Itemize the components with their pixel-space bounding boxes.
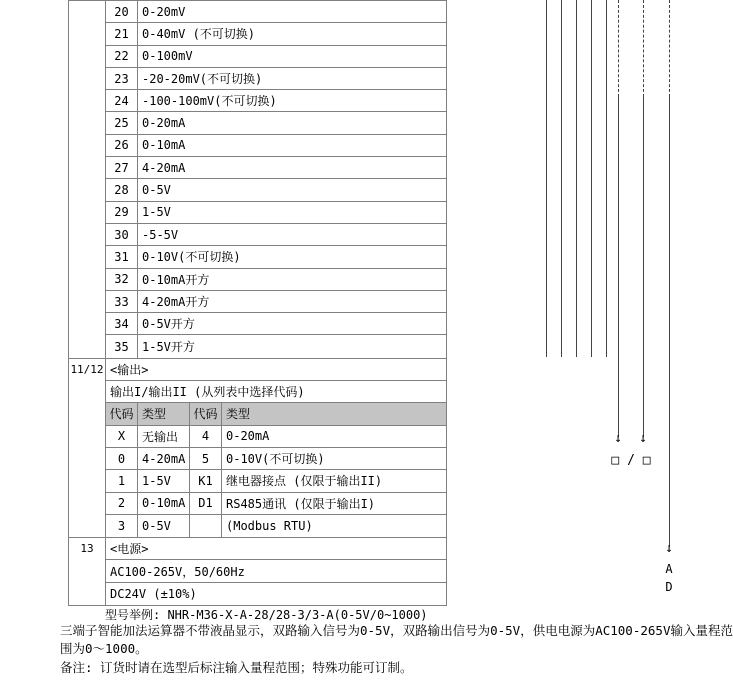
- range-code: 27: [106, 157, 138, 178]
- range-label: 0-100mV: [142, 49, 193, 64]
- output-type: 0-10mA: [138, 493, 190, 514]
- table-row: [106, 381, 446, 403]
- table-row: [106, 112, 446, 134]
- output-type: 0-5V: [138, 515, 190, 537]
- down-arrow-icon: ↓: [665, 541, 673, 556]
- selection-table: [68, 0, 447, 606]
- output-type: 0-10V(不可切换): [226, 452, 325, 467]
- table-row: [106, 560, 446, 582]
- output-code: 5: [190, 448, 222, 469]
- table-row: [106, 426, 446, 448]
- range-label: 0-5V开方: [142, 317, 195, 332]
- output-code: D1: [190, 493, 222, 514]
- range-code: 26: [106, 135, 138, 156]
- leader-line: [643, 0, 644, 97]
- table-row: [106, 135, 446, 157]
- range-label: 4-20mA开方: [142, 295, 210, 309]
- output-code: X: [106, 426, 138, 447]
- range-label: 0-20mA: [142, 116, 186, 131]
- column-header: 代码: [106, 403, 138, 424]
- model-example: 型号举例: NHR-M36-X-A-28/28-3/3-A(0-5V/0~1000): [105, 608, 428, 622]
- output-subtitle: 输出I/输出II (从列表中选择代码): [110, 385, 305, 400]
- table-row: [106, 46, 446, 68]
- output-type: 4-20mA: [138, 448, 190, 469]
- power-option: DC24V (±10%): [110, 586, 197, 601]
- range-code: 29: [106, 202, 138, 223]
- column-header: 代码: [190, 403, 222, 424]
- range-code: 34: [106, 313, 138, 334]
- table-row: [106, 224, 446, 246]
- table-row: [106, 583, 446, 605]
- output-code: 2: [106, 493, 138, 514]
- range-code: 35: [106, 335, 138, 357]
- range-label: -100-100mV(不可切换): [142, 94, 277, 109]
- table-row: [106, 359, 446, 381]
- leader-line: [606, 0, 607, 357]
- range-label: 0-40mV (不可切换): [142, 27, 256, 42]
- range-code: 20: [106, 1, 138, 22]
- range-code: 24: [106, 90, 138, 111]
- output-type: RS485通讯 (仅限于输出I): [226, 496, 376, 511]
- output-type: (Modbus RTU): [226, 518, 313, 533]
- section-number-cell: 13: [69, 538, 106, 605]
- range-label: -5-5V: [142, 227, 179, 242]
- range-code: 22: [106, 46, 138, 67]
- range-label: 4-20mA: [142, 160, 186, 175]
- table-header-row: [106, 403, 446, 425]
- output-code: 1: [106, 470, 138, 491]
- range-label: 0-10mA: [142, 138, 186, 153]
- output-section: [69, 358, 446, 537]
- range-code: 25: [106, 112, 138, 133]
- table-row: [106, 335, 446, 357]
- leader-line: [546, 0, 547, 357]
- output-type: 继电器接点 (仅限于输出II): [226, 474, 383, 489]
- output-title: <输出>: [110, 362, 149, 377]
- section-number-cell: [69, 1, 106, 358]
- table-row: [106, 90, 446, 112]
- range-label: 0-10mA开方: [142, 272, 210, 287]
- power-option: AC100-265V，50/60Hz: [110, 564, 245, 579]
- output-code: 3: [106, 515, 138, 537]
- table-row: [106, 202, 446, 224]
- table-row: [106, 23, 446, 45]
- power-section: [69, 537, 446, 605]
- range-code: 21: [106, 23, 138, 44]
- table-row: [106, 538, 446, 560]
- output-type: 0-20mA: [226, 429, 270, 444]
- range-code: 30: [106, 224, 138, 245]
- section-number-cell: 11/12: [69, 359, 106, 537]
- column-header: 类型: [222, 403, 446, 424]
- range-code: 28: [106, 179, 138, 200]
- leader-line: [618, 97, 619, 437]
- range-label: 0-5V: [142, 183, 171, 198]
- table-row: [106, 179, 446, 201]
- output-type: 1-5V: [138, 470, 190, 491]
- leader-line: [591, 0, 592, 357]
- leader-line: [618, 0, 619, 97]
- range-label: 0-10V(不可切换): [142, 250, 241, 265]
- leader-line: [576, 0, 577, 357]
- leader-line: [561, 0, 562, 357]
- table-row: [106, 313, 446, 335]
- range-code: 32: [106, 269, 138, 290]
- leader-line: [643, 97, 644, 437]
- table-row: [106, 269, 446, 291]
- table-row: [106, 515, 446, 537]
- range-code: 31: [106, 246, 138, 267]
- output-type: 无输出: [138, 426, 190, 447]
- input-range-section: [69, 1, 446, 358]
- output-code-placeholder: □ / □: [611, 453, 651, 468]
- column-header: 类型: [138, 403, 190, 424]
- leader-line: [669, 0, 670, 97]
- table-row: [106, 448, 446, 470]
- output-code: [190, 515, 222, 537]
- order-note: 备注: 订货时请在选型后标注输入量程范围；特殊功能可订制。: [60, 660, 413, 675]
- power-title: <电源>: [110, 542, 149, 557]
- power-code-d: D: [665, 580, 673, 594]
- range-label: 0-20mV: [142, 4, 186, 19]
- range-label: 1-5V: [142, 205, 171, 220]
- table-row: [106, 1, 446, 23]
- table-row: [106, 157, 446, 179]
- power-code-a: A: [665, 562, 673, 576]
- range-code: 23: [106, 68, 138, 89]
- table-row: [106, 68, 446, 90]
- table-row: [106, 493, 446, 515]
- range-code: 33: [106, 291, 138, 312]
- down-arrow-icon: ↓: [639, 431, 647, 446]
- output-code: K1: [190, 470, 222, 491]
- output-code: 4: [190, 426, 222, 447]
- range-label: 1-5V开方: [142, 340, 195, 355]
- output-code: 0: [106, 448, 138, 469]
- leader-line: [669, 97, 670, 547]
- down-arrow-icon: ↓: [614, 431, 622, 446]
- table-row: [106, 470, 446, 492]
- table-row: [106, 291, 446, 313]
- table-row: [106, 246, 446, 268]
- model-description: 三端子智能加法运算器不带液晶显示，双路输入信号为0-5V，双路输出信号为0-5V，供电电源为AC100-265V输入量程范围为0～1000。: [60, 623, 733, 656]
- range-label: -20-20mV(不可切换): [142, 72, 263, 87]
